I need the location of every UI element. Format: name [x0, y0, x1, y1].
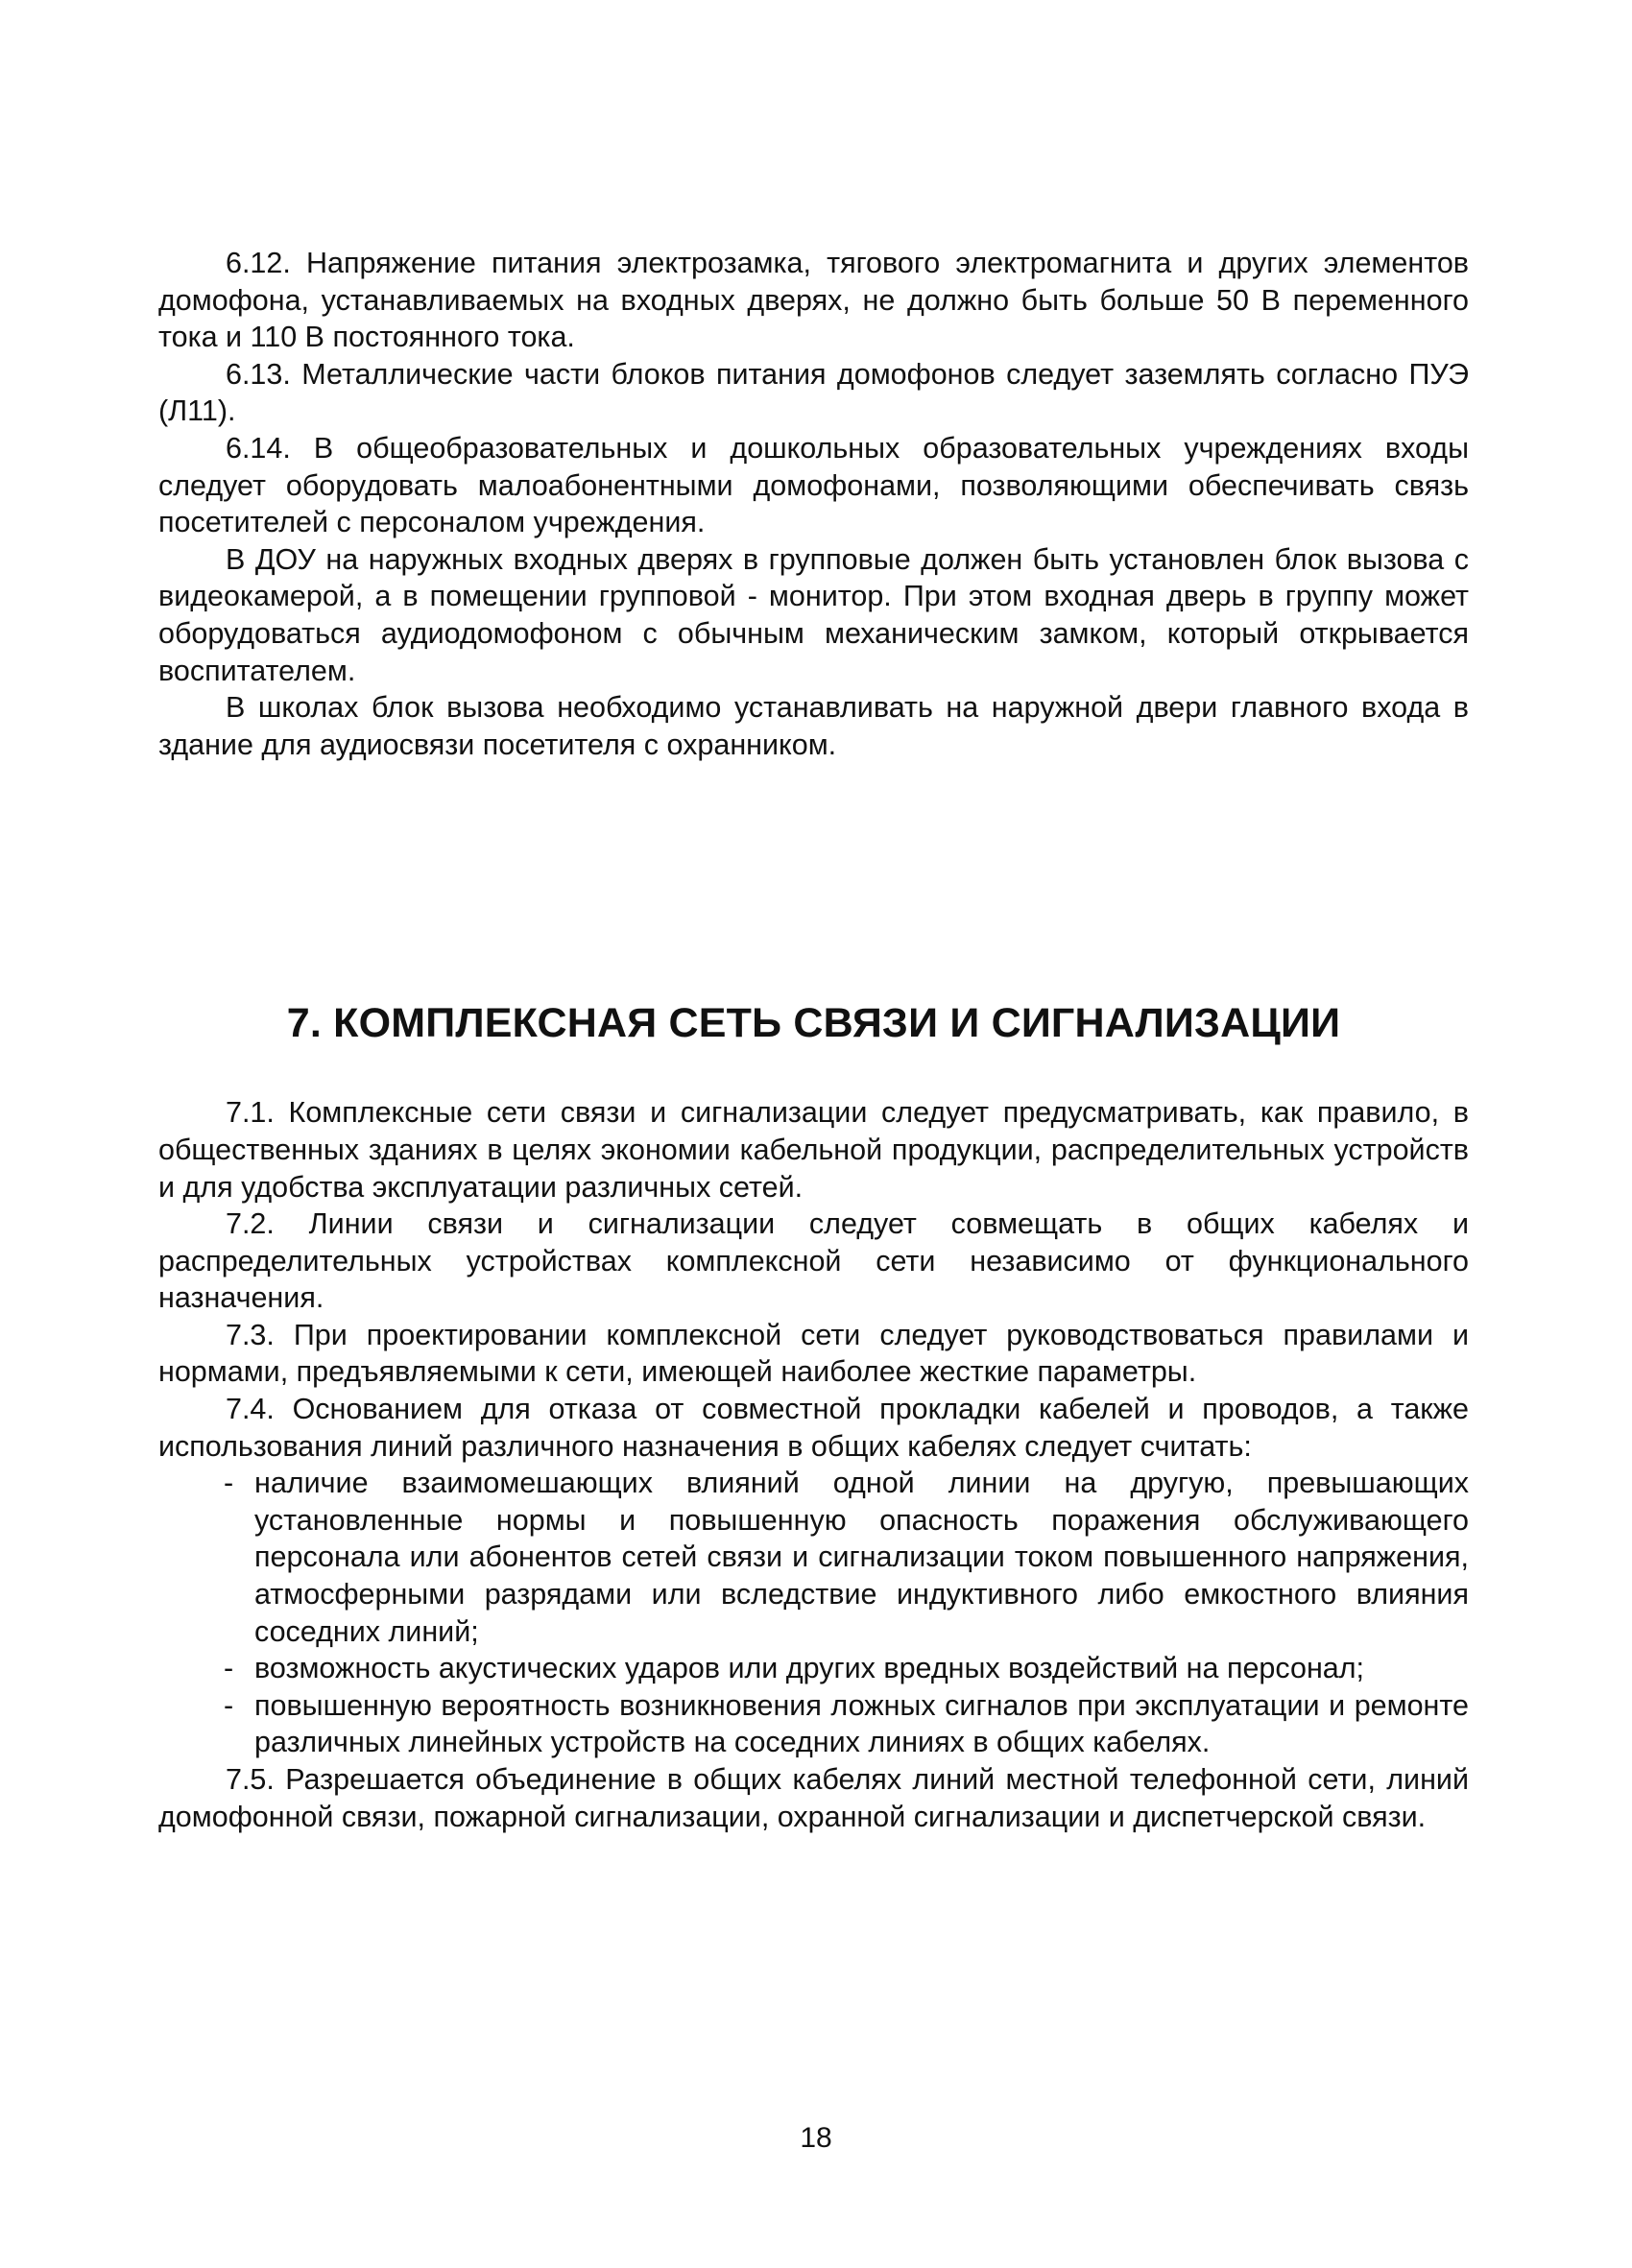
list-item-text: возможность акустических ударов или других вредных воздействий на персонал;: [254, 1652, 1365, 1685]
document-page: [158, 245, 1469, 1835]
paragraph-7-4: 7.4. Основанием для отказа от совместной прокладки кабелей и проводов, а также использования линий различного назначения в общих кабелях следует считать:: [158, 1393, 1469, 1463]
section-7-body: [158, 1094, 1469, 1835]
paragraph-dou: В ДОУ на наружных входных дверях в групповые должен быть установлен блок вызова с видеокамерой, а в помещении групповой - монитор. При этом входная дверь в группу может оборудоваться аудиодомофоном с обычным механическим замком, который открывается воспитателем.: [158, 542, 1469, 687]
bullet-dash: -: [224, 1652, 234, 1685]
list-item: [158, 1687, 1469, 1761]
list-item-text: наличие взаимомешающих влияний одной линии на другую, превышающих установленные нормы и повышенную опасность поражения обслуживающего персонала или абонентов сетей связи и сигнализации током повышенного напряжения, атмосферными разрядами или вследствие индуктивного либо емкостного влияния соседних линий;: [254, 1467, 1469, 1648]
section-6-body: [158, 245, 1469, 763]
paragraph-schools: В школах блок вызова необходимо устанавливать на наружной двери главного входа в здание для аудиосвязи посетителя с охранником.: [158, 691, 1469, 761]
section-7-title: 7. КОМПЛЕКСНАЯ СЕТЬ СВЯЗИ И СИГНАЛИЗАЦИИ: [286, 1000, 1341, 1047]
list-item-text: повышенную вероятность возникновения ложных сигналов при эксплуатации и ремонте различных линейных устройств на соседних линиях в общих кабелях.: [254, 1688, 1469, 1759]
paragraph-6-13: 6.13. Металлические части блоков питания домофонов следует заземлять согласно ПУЭ (Л11).: [158, 357, 1469, 428]
reasons-list: [158, 1465, 1469, 1761]
paragraph-7-1: 7.1. Комплексные сети связи и сигнализации следует предусматривать, как правило, в общественных зданиях в целях экономии кабельной продукции, распределительных устройств и для удобства эксплуатации различных сетей.: [158, 1096, 1469, 1204]
bullet-dash: -: [224, 1688, 234, 1722]
bullet-dash: -: [224, 1467, 234, 1500]
paragraph-7-3: 7.3. При проектировании комплексной сети следует руководствоваться правилами и нормами, предъявляемыми к сети, имеющей наиболее жесткие параметры.: [158, 1318, 1469, 1389]
paragraph-7-5: 7.5. Разрешается объединение в общих кабелях линий местной телефонной сети, линий домофонной связи, пожарной сигнализации, охранной сигнализации и диспетчерской связи.: [158, 1763, 1469, 1833]
list-item: [158, 1650, 1469, 1687]
list-item: [158, 1465, 1469, 1650]
paragraph-6-14: 6.14. В общеобразовательных и дошкольных образовательных учреждениях входы следует оборудовать малоабонентными домофонами, позволяющими обеспечивать связь посетителей с персоналом учреждения.: [158, 431, 1469, 539]
paragraph-6-12: 6.12. Напряжение питания электрозамка, тягового электромагнита и других элементов домофона, устанавливаемых на входных дверях, не должно быть больше 50 В переменного тока и 110 В постоянного тока.: [158, 247, 1469, 354]
paragraph-7-2: 7.2. Линии связи и сигнализации следует совмещать в общих кабелях и распределительных устройствах комплексной сети независимо от функционального назначения.: [158, 1207, 1469, 1315]
page-number: 18: [800, 2122, 832, 2154]
